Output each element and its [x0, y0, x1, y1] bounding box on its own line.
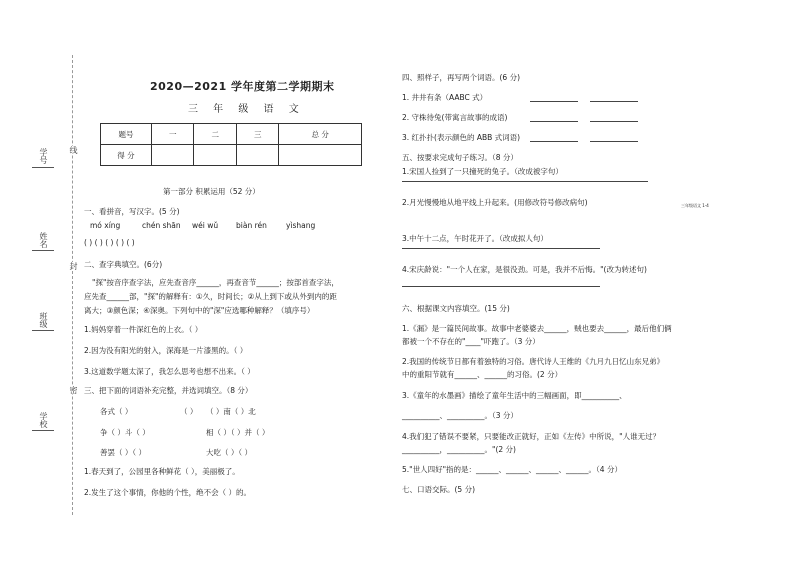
score-header-1: 一 [152, 124, 194, 145]
q7-title: 七、口语交际。(5 分) [402, 485, 476, 494]
q3-row2-a: 争（ ）斗（ ） [100, 428, 150, 437]
q6-line-7: 4.我们犯了错误不要紧，只要能改正就好，正如《左传》中所说，"人谁无过？ [402, 432, 661, 441]
q3-sentence-2: 2.发生了这个事情，你他的个性，绝不会（ ）的。 [84, 488, 252, 497]
q5-title: 五、按要求完成句子练习。（8 分） [402, 153, 518, 162]
strip-blank-school [32, 430, 54, 431]
q5-item-2: 2.月光慢慢地从地平线上升起来。(用修改符号修改病句) [402, 198, 588, 207]
q6-line-2: 都被一个不存在的"____"吓跑了。（3 分） [402, 337, 540, 346]
q3-row3-b: 大吃（ ）（ ） [206, 448, 253, 457]
q6-line-1: 1.《漏》是一篇民间故事。故事中老婆婆去______，贼也要去______，最后他们俩 [402, 324, 672, 333]
q2-paragraph-2: 应先查______部，"探"的解释有：①久，时间长；②从上到下或从外到内的距 [84, 292, 337, 301]
q2-item-3: 3.这道数学题太深了，我怎么思考也想不出来。（ ） [84, 367, 255, 376]
q6-title: 六、根据课文内容填空。(15 分) [402, 304, 510, 313]
q6-line-3: 2.我国的传统节日都有着独特的习俗。唐代诗人王维的《九月九日忆山东兄弟》 [402, 357, 665, 366]
part-title: 第一部分 积累运用（52 分） [163, 187, 260, 196]
q4-item-2: 2. 守株待兔(带寓言故事的成语) [402, 113, 508, 122]
strip-mark-line: 线 [69, 146, 78, 154]
strip-field-student-id: 学号 [39, 148, 48, 164]
q6-line-8: __________，__________。"(2 分) [402, 445, 516, 454]
q2-paragraph-3: 离大；③颜色深；④深奥。下列句中的"深"应选哪种解释？（填序号） [84, 306, 315, 315]
q4-blank[interactable] [530, 101, 578, 102]
q1-pinyin-3: wéi wǔ [192, 221, 219, 230]
q3-title: 三、把下面的词语补充完整，并选词填空。（8 分） [84, 386, 253, 395]
strip-mark-secret: 密 [69, 386, 78, 394]
q4-blank[interactable] [590, 101, 638, 102]
q1-title: 一、看拼音，写汉字。(5 分) [84, 207, 180, 216]
q1-pinyin-2: chén shān [142, 221, 181, 230]
strip-field-school: 学校 [39, 412, 48, 428]
q3-row2-b: 相（ ）（ ）并（ ） [206, 428, 270, 437]
score-cell[interactable] [194, 145, 236, 166]
q1-pinyin-1: mó xíng [90, 221, 121, 230]
exam-title: 2020—2021 学年度第二学期期末 [150, 80, 335, 93]
score-cell[interactable] [279, 145, 362, 166]
q2-title: 二、查字典填空。(6分) [84, 260, 163, 269]
q3-sentence-1: 1.春天到了，公园里各种鲜花（ ），美丽极了。 [84, 467, 240, 476]
score-header-no: 题号 [101, 124, 152, 145]
q2-paragraph-1: "探"按音序查字法，应先查音序______，再查音节______；按部首查字法， [92, 278, 339, 287]
q1-pinyin-5: yìshang [286, 221, 316, 230]
q2-item-2: 2.因为没有阳光的射入，深海是一片漆黑的。（ ） [84, 346, 248, 355]
score-header-3: 三 [236, 124, 278, 145]
q5-side-note: 三年级语文 1-4 [681, 203, 709, 208]
q5-item-4: 4.宋庆龄说："一个人在家，是很没劲。可是，我并不后悔。"(改为转述句) [402, 265, 647, 274]
binding-dashed-line [72, 55, 73, 515]
q5-answer-line[interactable] [402, 181, 648, 182]
q3-row1-a: 各式（ ） [100, 407, 133, 416]
q4-title: 四、照样子，再写两个词语。(6 分) [402, 73, 521, 82]
score-table [100, 123, 362, 166]
q6-line-6: __________、__________。（3 分） [402, 411, 518, 420]
q4-blank[interactable] [590, 121, 638, 122]
q6-line-4: 中的重阳节就有______、______的习俗。(2 分） [402, 370, 563, 379]
q6-line-5: 3.《童年的水墨画》描绘了童年生活中的三幅画面，即__________、 [402, 391, 627, 400]
q2-item-1: 1.妈妈穿着一件深红色的上衣。（ ） [84, 325, 203, 334]
strip-field-class: 班级 [39, 312, 48, 328]
q5-item-3: 3.中午十二点，午时花开了。（改成拟人句） [402, 234, 548, 243]
q4-item-1: 1. 井井有条（AABC 式） [402, 93, 488, 102]
q1-answer-boxes[interactable]: ( ) ( ) ( ) ( ) ( ) [84, 238, 135, 247]
strip-blank-student-id [32, 167, 54, 168]
q4-blank[interactable] [530, 141, 578, 142]
score-header-2: 二 [194, 124, 236, 145]
q3-row3-a: 善罢（ ）（ ） [100, 448, 147, 457]
strip-blank-name [32, 250, 54, 251]
q1-pinyin-4: biàn rén [236, 221, 267, 230]
score-row-label: 得 分 [101, 145, 152, 166]
q4-item-3: 3. 红扑扑(表示颜色的 ABB 式词语) [402, 133, 521, 142]
score-cell[interactable] [152, 145, 194, 166]
q4-blank[interactable] [530, 121, 578, 122]
q4-blank[interactable] [590, 141, 638, 142]
q5-answer-line[interactable] [402, 248, 600, 249]
strip-blank-class [32, 330, 54, 331]
q5-answer-line[interactable] [402, 286, 600, 287]
score-cell[interactable] [236, 145, 278, 166]
score-header-total: 总 分 [279, 124, 362, 145]
q6-line-9: 5."世人四好"指的是：______、______、______、______。（4 分） [402, 465, 622, 474]
q3-row1-c: （ ）南（ ）北 [206, 407, 256, 416]
strip-mark-seal: 封 [69, 262, 78, 270]
exam-subtitle: 三 年 级 语 文 [188, 104, 305, 115]
strip-field-name: 姓名 [39, 232, 48, 248]
q3-row1-b: （ ） [180, 407, 198, 416]
q5-item-1: 1.宋国人捡到了一只撞死的兔子。（改成被字句） [402, 167, 563, 176]
